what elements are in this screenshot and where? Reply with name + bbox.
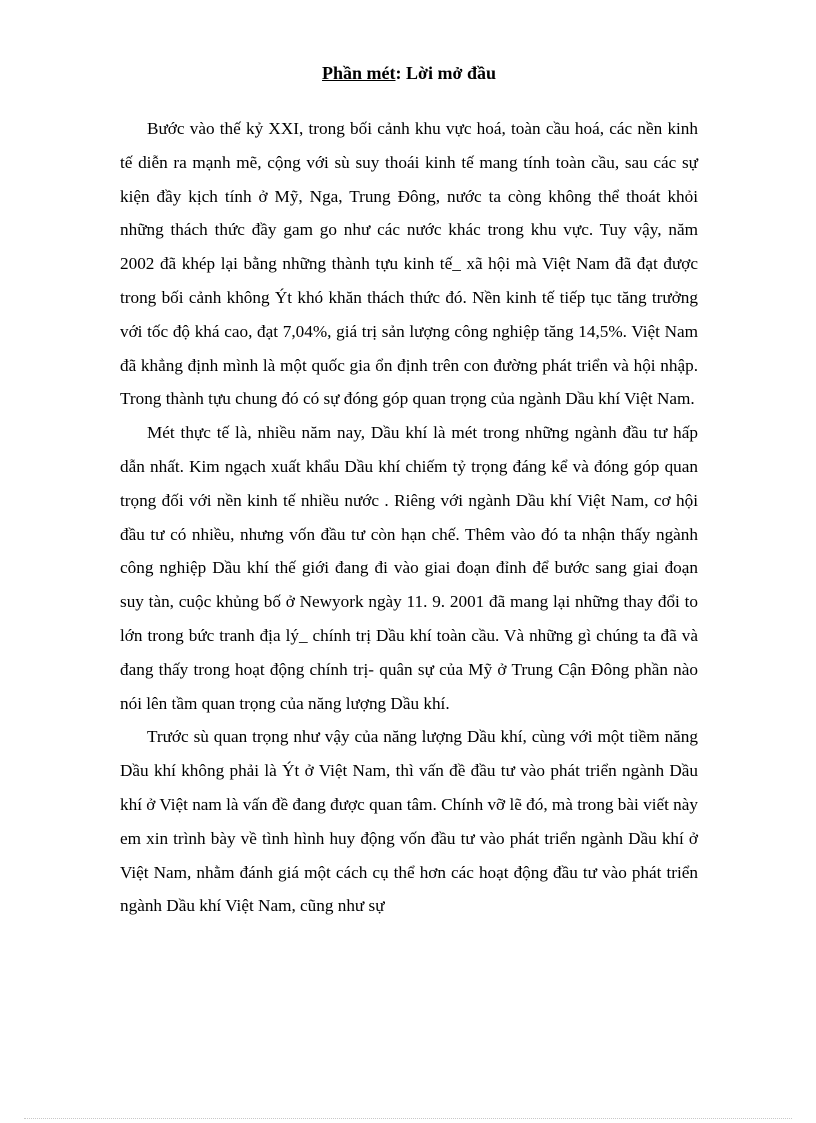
page-title [120, 62, 698, 84]
paragraph-2: Mét thực tế là, nhiều năm nay, Dầu khí là mét trong những ngành đầu tư hấp dẫn nhất. Kim ngạch xuất khẩu Dầu khí chiếm tỷ trọng đáng kể và đóng góp quan trọng đối với nền kinh tế nhiều nước . Riêng với ngành Dầu khí Việt Nam, cơ hội đầu tư có nhiều, nhưng vốn đầu tư còn hạn chế. Thêm vào đó ta nhận thấy ngành công nghiệp Dầu khí thế giới đang đi vào giai đoạn đỉnh để bước sang giai đoạn suy tàn, cuộc khủng bố ở Newyork ngày 11. 9. 2001 đã mang lại những thay đổi to lớn trong bức tranh địa lý_ chính trị Dầu khí toàn cầu. Và những gì chúng ta đã và đang thấy trong hoạt động chính trị- quân sự của Mỹ ở Trung Cận Đông phần nào nói lên tầm quan trọng của năng lượng Dầu khí. [120, 423, 698, 713]
page-bottom-divider [24, 1118, 792, 1119]
paragraph-1: Bước vào thế kỷ XXI, trong bối cảnh khu vực hoá, toàn cầu hoá, các nền kinh tế diễn ra mạnh mẽ, cộng với sù suy thoái kinh tế mang tính toàn cầu, sau các sự kiện đầy kịch tính ở Mỹ, Nga, Trung Đông, nước ta còng không thể thoát khỏi những thách thức đầy gam go như các nước khác trong khu vực. Tuy vậy, năm 2002 đã khép lại bằng những thành tựu kinh tế_ xã hội mà Việt Nam đã đạt được trong bối cảnh không Ýt khó khăn thách thức đó. Nền kinh tế tiếp tục tăng trưởng với tốc độ khá cao, đạt 7,04%, giá trị sản lượng công nghiệp tăng 14,5%. Việt Nam đã khẳng định mình là một quốc gia ổn định trên con đường phát triển và hội nhập. Trong thành tựu chung đó có sự đóng góp quan trọng của ngành Dầu khí Việt Nam. [120, 119, 698, 409]
paragraph-3: Trước sù quan trọng như vậy của năng lượng Dầu khí, cùng với một tiềm năng Dầu khí không phải là Ýt ở Việt Nam, thì vấn đề đầu tư vào phát triển ngành Dầu khí ở Việt nam là vấn đề đang được quan tâm. Chính vỡ lẽ đó, mà trong bài viết này em xin trình bày về tình hình huy động vốn đầu tư vào phát triển ngành Dầu khí ở Việt Nam, nhằm đánh giá một cách cụ thể hơn các hoạt động đầu tư vào phát triển ngành Dầu khí Việt Nam, cũng như sự [120, 727, 698, 916]
title-part-label: Phần mét [322, 63, 396, 83]
title-heading-text: : Lời mở đầu [395, 63, 496, 83]
